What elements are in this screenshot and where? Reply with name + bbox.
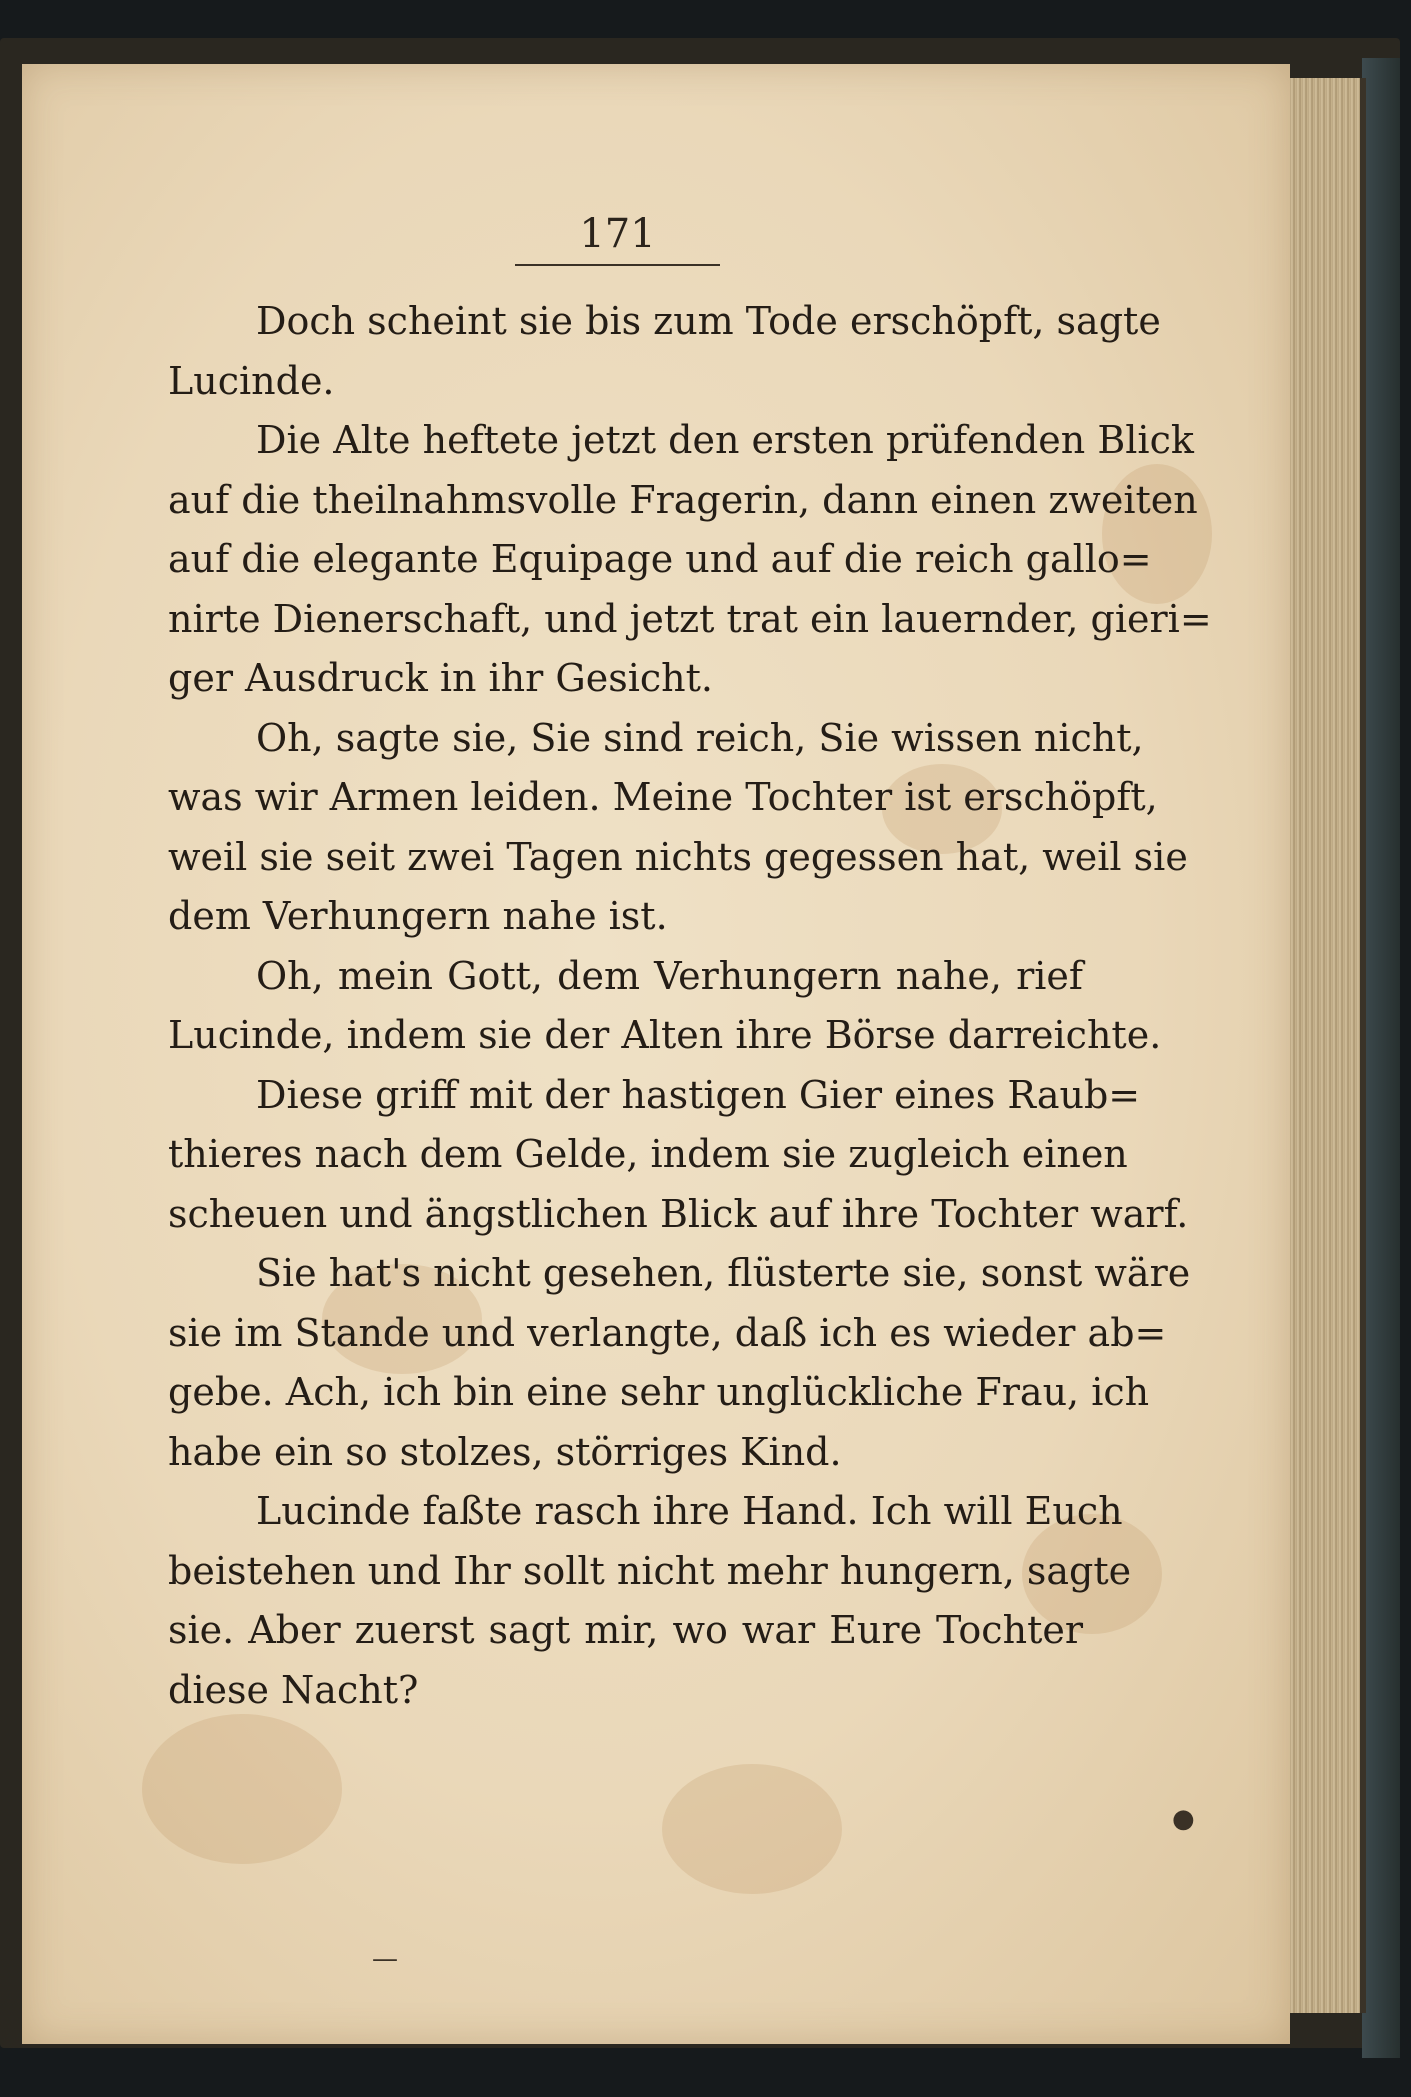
text-line: was wir Armen leiden. Meine Tochter ist erschöpft, xyxy=(168,775,1158,819)
text-line: ger Ausdruck in ihr Gesicht. xyxy=(168,656,714,700)
text-line: Lucinde. xyxy=(168,358,335,403)
text-line: auf die theilnahmsvolle Fragerin, dann einen zweiten xyxy=(168,477,1198,522)
text-line: weil sie seit zwei Tagen nichts gegessen hat, weil sie xyxy=(168,834,1188,879)
text-line: sie. Aber zuerst sagt mir, wo war Eure Tochter xyxy=(168,1608,1083,1652)
text-line: Oh, mein Gott, dem Verhungern nahe, rief xyxy=(256,953,1083,998)
body-text xyxy=(168,292,1212,1720)
text-line: sie im Stande und verlangte, daß ich es wieder ab= xyxy=(168,1310,1167,1355)
ink-speck: ● xyxy=(1172,1804,1195,1834)
text-line: auf die elegante Equipage und auf die reich gallo= xyxy=(168,537,1152,581)
page-header xyxy=(515,210,720,266)
page-number: 171 xyxy=(579,211,656,257)
text-line: Sie hat's nicht gesehen, flüsterte sie, sonst wäre xyxy=(256,1251,1191,1295)
text-line: scheuen und ängstlichen Blick auf ihre Tochter warf. xyxy=(168,1191,1189,1236)
ink-speck: — xyxy=(372,1944,398,1974)
text-line: habe ein so stolzes, störriges Kind. xyxy=(168,1429,842,1474)
text-line: beistehen und Ihr sollt nicht mehr hungern, sagte xyxy=(168,1548,1132,1593)
book-cover-edge xyxy=(1362,58,1400,2058)
text-line: Diese griff mit der hastigen Gier eines Raub= xyxy=(256,1072,1141,1117)
text-line: Die Alte heftete jetzt den ersten prüfenden Blick xyxy=(256,418,1194,462)
text-line: Lucinde, indem sie der Alten ihre Börse darreichte. xyxy=(168,1013,1162,1057)
text-line: dem Verhungern nahe ist. xyxy=(168,894,668,938)
text-line: gebe. Ach, ich bin eine sehr unglückliche Frau, ich xyxy=(168,1370,1150,1414)
text-line: Oh, sagte sie, Sie sind reich, Sie wissen nicht, xyxy=(256,715,1144,760)
text-line: diese Nacht? xyxy=(168,1667,419,1712)
text-line: nirte Dienerschaft, und jetzt trat ein lauernder, gieri= xyxy=(168,596,1212,641)
header-rule xyxy=(515,264,720,266)
text-line: thieres nach dem Gelde, indem sie zugleich einen xyxy=(168,1132,1128,1176)
text-line: Doch scheint sie bis zum Tode erschöpft, sagte xyxy=(256,299,1161,343)
text-line: Lucinde faßte rasch ihre Hand. Ich will Euch xyxy=(256,1489,1123,1533)
page-edges xyxy=(1290,78,1366,2013)
